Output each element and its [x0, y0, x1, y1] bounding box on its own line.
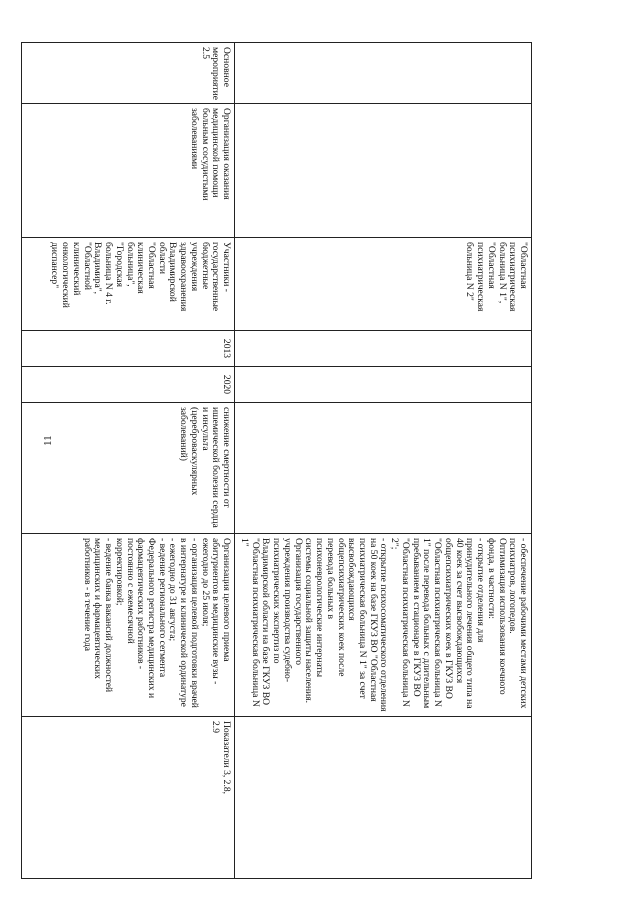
program-measures-table — [21, 42, 532, 879]
cell-indicators-empty — [235, 717, 532, 879]
content-line: - открытие психосоматического отделения на 50 коек на базе ГКУЗ ВО "Областная психиатрическая больница N 1" за счет высвобождающихся общепсихиатрических коек после перевода больных в психоневрологические интернаты системы социальной защиты населения. — [303, 538, 390, 712]
content-line: - ведение банка вакансий должностей медицинских и фармацевтических работников - в течение года — [81, 538, 115, 693]
content-line: - открытие отделения для принудительного лечения общего типа на 40 коек за счет высвобождающихся общепсихиатрических коек в ГКУЗ ВО "Областная психиатрическая больница N 1" после перевода больных с длительным пребыванием в стационаре в ГКУЗ ВО "Областная психиатрическая больница N 2"; — [389, 538, 487, 709]
cell-participants-lower: Участники - государственные бюджетные учреждения здравоохранения Владимирской области "Областная клиническая больница", "Городская больница N 4 г. Владимира", "Областной клинический онкологический диспансер" — [22, 238, 235, 331]
cell-start-year-empty — [235, 331, 532, 367]
table-row — [22, 43, 235, 879]
cell-content-upper — [235, 534, 532, 717]
cell-start-year: 2013 — [22, 331, 235, 367]
cell-end-year: 2020 — [22, 367, 235, 403]
cell-measure-number: Основное мероприятие 2.5 — [22, 43, 235, 104]
cell-end-year-empty — [235, 367, 532, 403]
content-line: - организация целевой подготовки врачей в интернатуре и клинической ординатуре - ежегодно до 31 августа; — [167, 538, 200, 708]
cell-measure-title: Организация оказания медицинской помощи больным сосудистыми заболеваниями — [22, 104, 235, 238]
cell-measure-number-empty — [235, 43, 532, 104]
content-line: Организация целевого приема абитуриентов в медицинские вузы - ежегодно до 25 июля; — [199, 538, 233, 685]
cell-result-empty — [235, 403, 532, 534]
rotated-table-container — [49, 42, 532, 878]
content-line: - ведение регионального сегмента Федерального регистра медицинских и фармацевтических работников - постоянно с ежемесячной корректировкой; — [113, 538, 168, 699]
cell-expected-result: снижение смертности от ишемической болезни сердца и инсульта (цереброваскулярных заболеваний) — [22, 403, 235, 534]
cell-participants-upper: "Областная психиатрическая больница N 1", "Областная психиатрическая больница N 2" — [235, 238, 532, 331]
table-row — [235, 43, 532, 879]
content-line: Организация государственного учреждения производства судебно-психиатрических экспертиз по Владимирской области на базе ГКУЗ ВО "Областная психиатрическая больница N 1" — [238, 538, 304, 707]
content-line: Оптимизация использования коечного фонда, в частности: — [485, 538, 508, 695]
content-line: - обеспечение рабочими местами детских психиатров, логопедов. — [507, 538, 529, 709]
cell-content-lower — [22, 534, 235, 717]
cell-indicators: Показатели 3, 2.8, 2.9 — [22, 717, 235, 879]
cell-title-empty — [235, 104, 532, 238]
page-number: 11 — [42, 435, 54, 446]
